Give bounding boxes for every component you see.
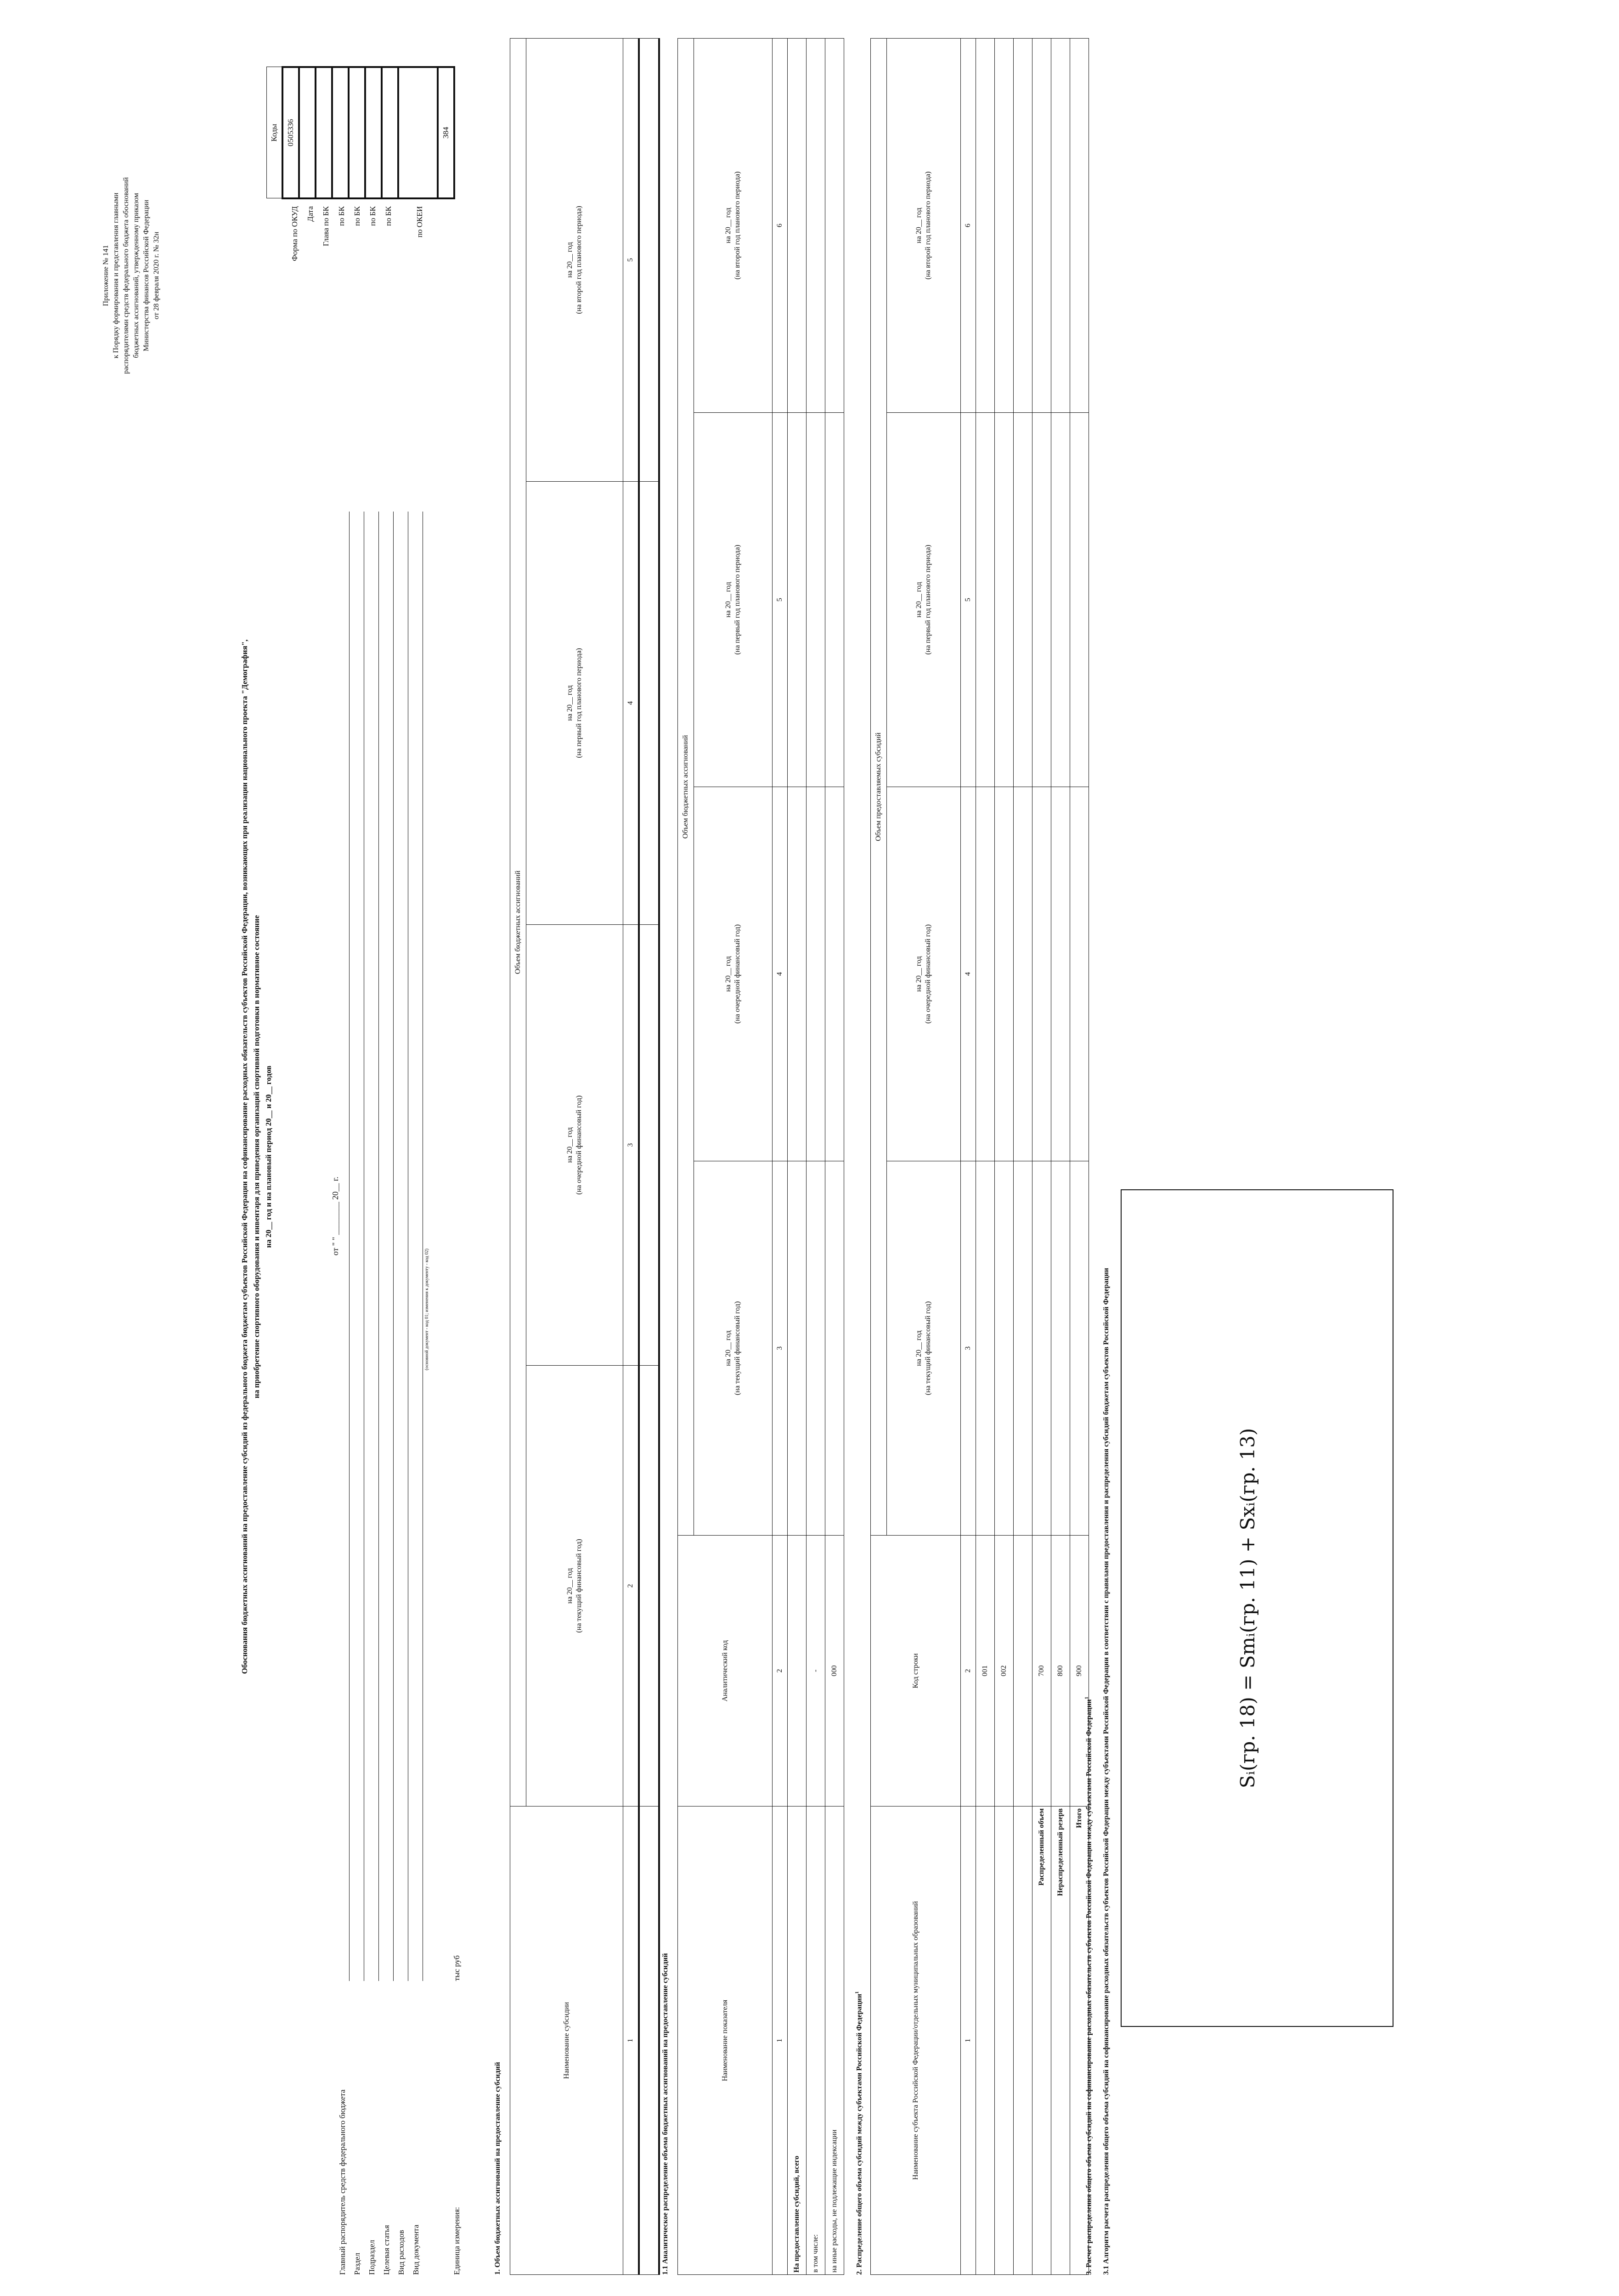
appendix-line: Приложение № 141 xyxy=(102,245,110,306)
col-number: 4 xyxy=(773,787,788,1161)
col-year: на 20__ год xyxy=(566,685,574,721)
col-period: (на второй год планового периода) xyxy=(575,206,583,314)
table-cell xyxy=(976,787,995,1161)
table-cell xyxy=(807,1161,825,1536)
col-group: Объем бюджетных ассигнований xyxy=(510,38,526,1806)
col-number: 1 xyxy=(623,1806,639,2275)
col-period: (на текущий финансовый год) xyxy=(924,1301,932,1396)
formula: Sᵢ(гр. 18) = Smᵢ(гр. 11) + Sxᵢ(гр. 13) xyxy=(1236,1428,1259,1789)
col-period: (на первый год планового периода) xyxy=(924,545,932,655)
field-label: Раздел xyxy=(353,2252,361,2275)
code-label: по БК xyxy=(368,206,377,226)
table-cell xyxy=(995,38,1014,412)
col-period: (на очередной финансовый год) xyxy=(924,924,932,1024)
table-cell xyxy=(788,1161,807,1536)
col-header xyxy=(887,1161,961,1536)
col-number: 1 xyxy=(961,1806,976,2275)
code-label: по БК xyxy=(384,206,393,226)
col-number: 5 xyxy=(623,38,639,481)
date-code xyxy=(299,67,316,198)
bk-code xyxy=(365,67,382,198)
fill-line xyxy=(349,512,350,1981)
bk-code xyxy=(349,67,365,198)
row-code: 800 xyxy=(1051,1536,1070,1806)
row-label: На предоставление субсидий, всего xyxy=(788,1806,807,2275)
col-subject-name: Наименование субъекта Российской Федерации/отдельных муниципальных образований xyxy=(871,1806,961,2275)
row-code: 002 xyxy=(995,1536,1014,1806)
col-period: (на текущий финансовый год) xyxy=(733,1301,741,1396)
table-cell xyxy=(1032,787,1051,1161)
table-cell xyxy=(639,38,659,481)
formula-box xyxy=(1121,1189,1393,2027)
col-number: 5 xyxy=(773,413,788,787)
codes-table xyxy=(266,66,455,199)
table-cell xyxy=(825,38,844,412)
table-cell xyxy=(788,1536,807,1806)
col-year: на 20__ год xyxy=(566,242,574,278)
col-header xyxy=(694,787,773,1161)
code-label xyxy=(396,206,412,438)
col-year: на 20__ год xyxy=(915,208,923,243)
table-cell xyxy=(788,413,807,787)
col-subsidy-name: Наименование субсидии xyxy=(510,1806,623,2275)
col-analytic-code: Аналитический код xyxy=(678,1536,773,1806)
col-number: 3 xyxy=(961,1161,976,1536)
field-label: Главный распорядитель средств федерального бюджета xyxy=(338,2089,347,2275)
table-cell xyxy=(995,1806,1014,2275)
table-cell xyxy=(807,38,825,412)
table-cell xyxy=(1051,413,1070,787)
col-header xyxy=(887,38,961,412)
col-year: на 20__ год xyxy=(566,1568,574,1604)
col-number: 4 xyxy=(623,482,639,925)
table-cell xyxy=(639,482,659,925)
table-section-1-1 xyxy=(677,38,844,2275)
row-label: на иные расходы, не подлежащие индексации xyxy=(825,1806,844,2275)
field-label: Вид документа xyxy=(412,2224,420,2275)
col-year: на 20__ год xyxy=(724,208,732,243)
col-period: (на второй год планового периода) xyxy=(924,171,932,280)
table-cell xyxy=(976,413,995,787)
table-cell xyxy=(639,925,659,1366)
title-line-3: на 20__ год и на плановый период 20__ и 20__ годов xyxy=(264,1065,273,1248)
table-cell xyxy=(995,1161,1014,1536)
col-number: 6 xyxy=(773,38,788,412)
section-1-1-title: 1.1 Аналитическое распределение объема бюджетных ассигнований на предоставление субсидий xyxy=(661,1953,669,2275)
table-cell xyxy=(825,413,844,787)
col-year: на 20__ год xyxy=(915,1330,923,1366)
table-cell xyxy=(1051,787,1070,1161)
table-cell xyxy=(1014,1161,1032,1536)
appendix-line: распорядителями средств федерального бюджета обоснований xyxy=(122,177,130,374)
col-number: 2 xyxy=(773,1536,788,1806)
table-cell xyxy=(825,1161,844,1536)
field-label: Целевая статья xyxy=(382,2225,391,2275)
col-year: на 20__ год xyxy=(724,1330,732,1366)
col-header xyxy=(526,1366,623,1806)
table-cell xyxy=(1070,787,1089,1161)
unit-label: Единица измерения: xyxy=(452,2207,461,2275)
table-cell xyxy=(1070,38,1089,412)
col-period: (на очередной финансовый год) xyxy=(733,924,741,1024)
code-label: по БК xyxy=(353,206,361,226)
col-year: на 20__ год xyxy=(915,956,923,992)
footnote-mark: 1 xyxy=(854,1991,860,1994)
section-3-title-text: 3. Расчет распределения общего объема субсидий на софинансирование расходных обязательств субъектов Российской Федерации между субъектами Российской Федерации xyxy=(1085,1699,1093,2275)
table-cell xyxy=(1032,413,1051,787)
table-cell xyxy=(1014,1806,1032,2275)
table-cell xyxy=(639,1806,659,2275)
col-period: (на второй год планового периода) xyxy=(733,171,741,280)
bk-code xyxy=(332,67,349,198)
col-period: (на первый год планового периода) xyxy=(733,545,741,655)
table-cell xyxy=(639,1366,659,1806)
table-cell xyxy=(1014,38,1032,412)
code-label: Глава по БК xyxy=(322,206,330,247)
appendix-line: от 28 февраля 2020 г. № 32н xyxy=(152,231,160,320)
section-2-title-text: 2. Распределение общего объема субсидий между субъектами Российской Федерации xyxy=(855,1993,863,2275)
table-cell xyxy=(1014,413,1032,787)
table-cell xyxy=(825,787,844,1161)
date-line: от " " ________ 20__ г. xyxy=(331,1176,340,1255)
col-number: 6 xyxy=(961,38,976,412)
col-number: 2 xyxy=(961,1536,976,1806)
col-header xyxy=(526,38,623,481)
table-cell xyxy=(1032,38,1051,412)
row-code: 000 xyxy=(825,1536,844,1806)
section-2-title xyxy=(854,1991,863,2275)
section-3-1-title: 3.1 Алгоритм расчета распределения общего объема субсидий на софинансирование расходных обязательств субъектов Российской Федерации между субъектами Российской Федерации в соответствии с правилами предоставления и распределения субсидий бюджетам субъектов Российской Федерации xyxy=(1102,1267,1110,2275)
table-cell xyxy=(1051,38,1070,412)
code-label: по ОКЕИ xyxy=(415,206,424,238)
col-period: (на очередной финансовый год) xyxy=(575,1095,583,1195)
blank-code xyxy=(398,67,438,198)
col-header xyxy=(526,925,623,1366)
table-cell xyxy=(807,787,825,1161)
fill-line xyxy=(378,512,379,1981)
col-number: 5 xyxy=(961,413,976,787)
appendix-note xyxy=(101,69,162,482)
col-number: 4 xyxy=(961,787,976,1161)
table-cell xyxy=(1032,1161,1051,1536)
okei-code: 384 xyxy=(438,67,454,198)
table-section-2 xyxy=(870,38,1089,2275)
section-3-title xyxy=(1084,1697,1093,2275)
table-cell xyxy=(1014,1536,1032,1806)
table-cell xyxy=(807,413,825,787)
col-year: на 20__ год xyxy=(724,956,732,992)
codes-header: Коды xyxy=(267,67,283,198)
code-label: Форма по ОКУД xyxy=(290,206,299,261)
row-label: Распределенный объем xyxy=(1032,1806,1051,2275)
table-cell xyxy=(995,413,1014,787)
col-year: на 20__ год xyxy=(566,1127,574,1163)
col-period: (на первый год планового периода) xyxy=(575,648,583,758)
row-code: 900 xyxy=(1070,1536,1089,1806)
col-header xyxy=(887,787,961,1161)
col-header xyxy=(694,38,773,412)
field-label: Подраздел xyxy=(367,2240,376,2275)
col-indicator-name: Наименование показателя xyxy=(678,1806,773,2275)
col-number: 2 xyxy=(623,1366,639,1806)
appendix-line: Министерства финансов Российской Федерации xyxy=(142,200,150,351)
chapter-code xyxy=(316,67,332,198)
codes-labels xyxy=(287,206,428,438)
title-line-1: Обоснования бюджетных ассигнований на предоставление субсидий из федерального бюджета бюджетам субъектов Российской Федерации на софинансирование расходных обязательств субъектов Российской Федерации, возникающих при реализации национального проекта "Демография", xyxy=(240,639,249,1674)
row-label: в том числе: xyxy=(807,1806,825,2275)
col-number: 3 xyxy=(623,925,639,1366)
col-year: на 20__ год xyxy=(915,582,923,618)
col-group: Объем бюджетных ассигнований xyxy=(678,38,694,1535)
col-year: на 20__ год xyxy=(724,582,732,618)
col-number: 3 xyxy=(773,1161,788,1536)
bk-code xyxy=(382,67,398,198)
table-cell xyxy=(995,787,1014,1161)
table-cell xyxy=(976,38,995,412)
field-label: Вид расходов xyxy=(397,2230,406,2275)
row-code: 001 xyxy=(976,1536,995,1806)
col-row-code: Код строки xyxy=(871,1536,961,1806)
title-line-2: на приобретение спортивного оборудования и инвентаря для приведения организаций спортивной подготовки в нормативное состояние xyxy=(252,915,261,1399)
table-cell xyxy=(1070,413,1089,787)
table-section-1 xyxy=(510,38,660,2275)
col-header xyxy=(694,413,773,787)
row-label: Итого xyxy=(1070,1806,1089,2275)
appendix-line: бюджетных ассигнований, утвержденному приказом xyxy=(132,193,140,358)
document-title xyxy=(239,71,275,2243)
row-code: - xyxy=(807,1536,825,1806)
col-number: 1 xyxy=(773,1806,788,2275)
row-label: Нераспределенный резерв xyxy=(1051,1806,1070,2275)
code-label: Дата xyxy=(306,206,315,222)
table-cell xyxy=(788,787,807,1161)
table-cell xyxy=(1014,787,1032,1161)
col-header xyxy=(887,413,961,787)
footnote-mark: 1 xyxy=(1084,1696,1089,1699)
header-fields xyxy=(335,2089,423,2275)
table-cell xyxy=(1070,1161,1089,1536)
section-1-title: 1. Объем бюджетных ассигнований на предоставление субсидий xyxy=(494,2062,502,2275)
document-type-note: (основной документ - код 01; изменения к документу - код 02) xyxy=(424,1249,429,1370)
appendix-line: к Порядку формирования и представления главными xyxy=(112,192,120,359)
row-code: 700 xyxy=(1032,1536,1051,1806)
table-cell xyxy=(976,1806,995,2275)
unit-value: тыс руб xyxy=(452,1955,461,1981)
table-cell xyxy=(788,38,807,412)
table-cell xyxy=(1051,1161,1070,1536)
col-header xyxy=(694,1161,773,1536)
okud-code: 0505336 xyxy=(282,67,299,198)
col-header xyxy=(526,482,623,925)
col-period: (на текущий финансовый год) xyxy=(575,1539,583,1633)
code-label: по БК xyxy=(337,206,346,226)
table-cell xyxy=(976,1161,995,1536)
col-group: Объем предоставляемых субсидий xyxy=(871,38,887,1535)
fill-line xyxy=(393,512,394,1981)
